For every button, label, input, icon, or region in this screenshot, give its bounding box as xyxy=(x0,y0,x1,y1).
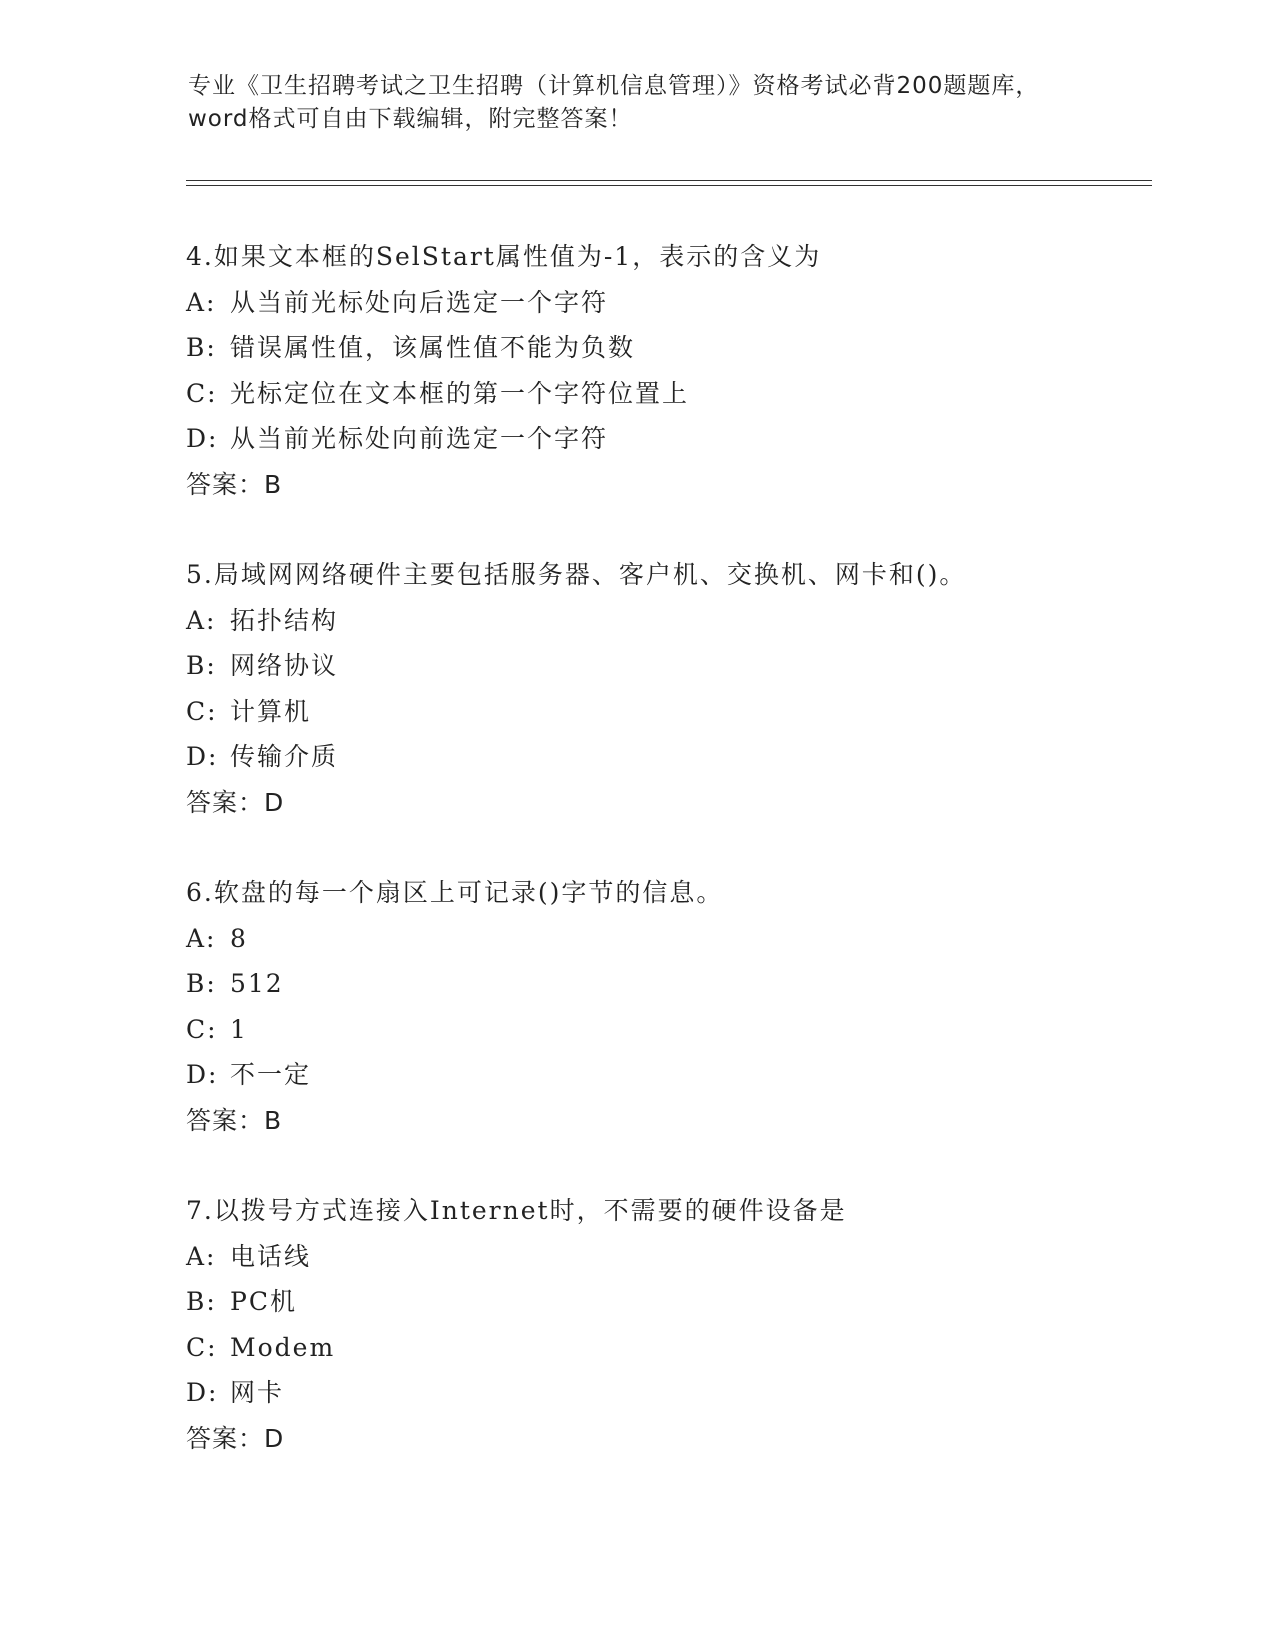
option-text: 从当前光标处向后选定一个字符 xyxy=(230,287,609,317)
answer: 答案：D xyxy=(186,1423,285,1453)
option-text: 网络协议 xyxy=(230,651,339,680)
option-text: 512 xyxy=(230,969,284,998)
answer: 答案：B xyxy=(186,469,283,499)
question-5 xyxy=(186,552,1166,825)
option-text: PC机 xyxy=(230,1287,297,1316)
option-letter: B: xyxy=(186,651,217,680)
option-b xyxy=(186,325,1166,371)
option-d xyxy=(186,1052,1166,1098)
option-a xyxy=(186,280,1166,326)
option-text: 从当前光标处向前选定一个字符 xyxy=(230,424,609,453)
option-letter: D: xyxy=(186,1060,219,1089)
option-text: 错误属性值，该属性值不能为负数 xyxy=(230,333,636,362)
question-6 xyxy=(186,870,1166,1143)
header-line-1: 专业《卫生招聘考试之卫生招聘（计算机信息管理）》资格考试必背200题题库， xyxy=(188,73,1040,99)
question-stem: 7.以拨号方式连接入Internet时，不需要的硬件设备是 xyxy=(186,1196,847,1225)
question-7 xyxy=(186,1188,1166,1461)
option-b xyxy=(186,961,1166,1007)
option-letter: B: xyxy=(186,333,217,362)
option-text: 不一定 xyxy=(230,1060,312,1089)
option-letter: D: xyxy=(186,1378,219,1407)
option-letter: A: xyxy=(186,605,217,635)
option-d xyxy=(186,1370,1166,1416)
header-line-2: word格式可自由下载编辑，附完整答案！ xyxy=(188,106,633,132)
header-divider-bottom xyxy=(186,185,1152,186)
option-letter: A: xyxy=(186,1241,217,1271)
option-a xyxy=(186,598,1166,644)
option-text: 光标定位在文本框的第一个字符位置上 xyxy=(230,378,690,408)
option-letter: C: xyxy=(186,1332,218,1362)
option-c xyxy=(186,1325,1166,1371)
option-c xyxy=(186,371,1166,417)
option-text: 网卡 xyxy=(230,1378,285,1407)
option-a xyxy=(186,916,1166,962)
question-stem: 4.如果文本框的SelStart属性值为-1，表示的含义为 xyxy=(186,242,822,271)
option-letter: C: xyxy=(186,378,218,408)
option-letter: A: xyxy=(186,287,217,317)
header-divider-top xyxy=(186,180,1152,181)
question-stem: 5.局域网网络硬件主要包括服务器、客户机、交换机、网卡和()。 xyxy=(186,560,967,589)
question-list xyxy=(186,234,1166,1506)
option-text: 8 xyxy=(230,923,248,953)
option-b xyxy=(186,1279,1166,1325)
answer: 答案：B xyxy=(186,1105,283,1135)
option-letter: B: xyxy=(186,969,217,998)
option-text: 1 xyxy=(230,1014,248,1044)
option-letter: D: xyxy=(186,424,219,453)
option-text: 电话线 xyxy=(230,1241,312,1271)
option-letter: D: xyxy=(186,742,219,771)
option-a xyxy=(186,1234,1166,1280)
option-b xyxy=(186,643,1166,689)
option-letter: C: xyxy=(186,696,218,726)
option-c xyxy=(186,689,1166,735)
option-text: Modem xyxy=(230,1332,336,1362)
option-letter: B: xyxy=(186,1287,217,1316)
option-d xyxy=(186,416,1166,462)
option-letter: A: xyxy=(186,923,217,953)
question-4 xyxy=(186,234,1166,507)
option-c xyxy=(186,1007,1166,1053)
option-text: 拓扑结构 xyxy=(230,605,339,635)
answer: 答案：D xyxy=(186,787,285,817)
question-stem: 6.软盘的每一个扇区上可记录()字节的信息。 xyxy=(186,878,724,907)
document-header xyxy=(188,70,1088,136)
option-text: 计算机 xyxy=(230,696,312,726)
option-d xyxy=(186,734,1166,780)
option-text: 传输介质 xyxy=(230,742,339,771)
option-letter: C: xyxy=(186,1014,218,1044)
